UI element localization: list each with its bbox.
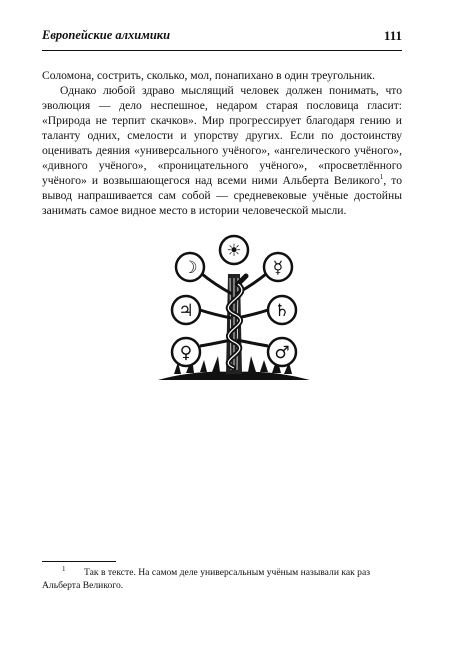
mercury-symbol-icon: ☿ (272, 258, 284, 278)
header-rule (42, 50, 402, 51)
venus-symbol-icon: ♀ (179, 343, 193, 363)
paragraph-main (42, 83, 402, 218)
mars-symbol-icon: ♂ (274, 343, 290, 363)
running-header-title: Европейские алхимики (42, 28, 171, 42)
page-number: 111 (383, 28, 402, 43)
saturn-symbol-icon: ♄ (274, 301, 290, 321)
footnote-text: Так в тексте. На самом деле универсальным учёным называли как раз Альберта Великого. (42, 567, 371, 591)
paragraph-continuation: Соломона, сострить, сколько, мол, понапихано в один треугольник. (42, 69, 375, 82)
footnote-rule (42, 561, 116, 562)
moon-symbol-icon: ☽ (182, 258, 198, 278)
footnote (42, 566, 402, 592)
footnote-mark: 1 (62, 564, 66, 573)
body-text (42, 68, 402, 218)
paragraph-main-text-2: , то вывод напрашивается сам собой — средневековые учёные достойны занимать самое видное место в истории человеческой мысли. (42, 174, 402, 217)
paragraph-main-text-1: Однако любой здраво мыслящий человек должен понимать, что эволюция — дело неспешное, недаром старая пословица гласит: «Природа не терпит скачков». Мир прогрессирует благодаря гению и таланту одних, смелости и упорству других. Если по достоинству оценивать деяния «универсального учёного», «ангелического учёного», «дивного учёного», «проницательного учёного», «просветлённого учёного» и возвышающегося над всеми ними Альберта Великого (42, 84, 402, 187)
alchemical-tree-illustration (154, 234, 314, 384)
jupiter-symbol-icon: ♃ (178, 301, 194, 321)
running-header (42, 28, 402, 46)
sun-symbol-icon: ☀ (226, 241, 242, 261)
footnote-reference: 1 (379, 173, 384, 182)
